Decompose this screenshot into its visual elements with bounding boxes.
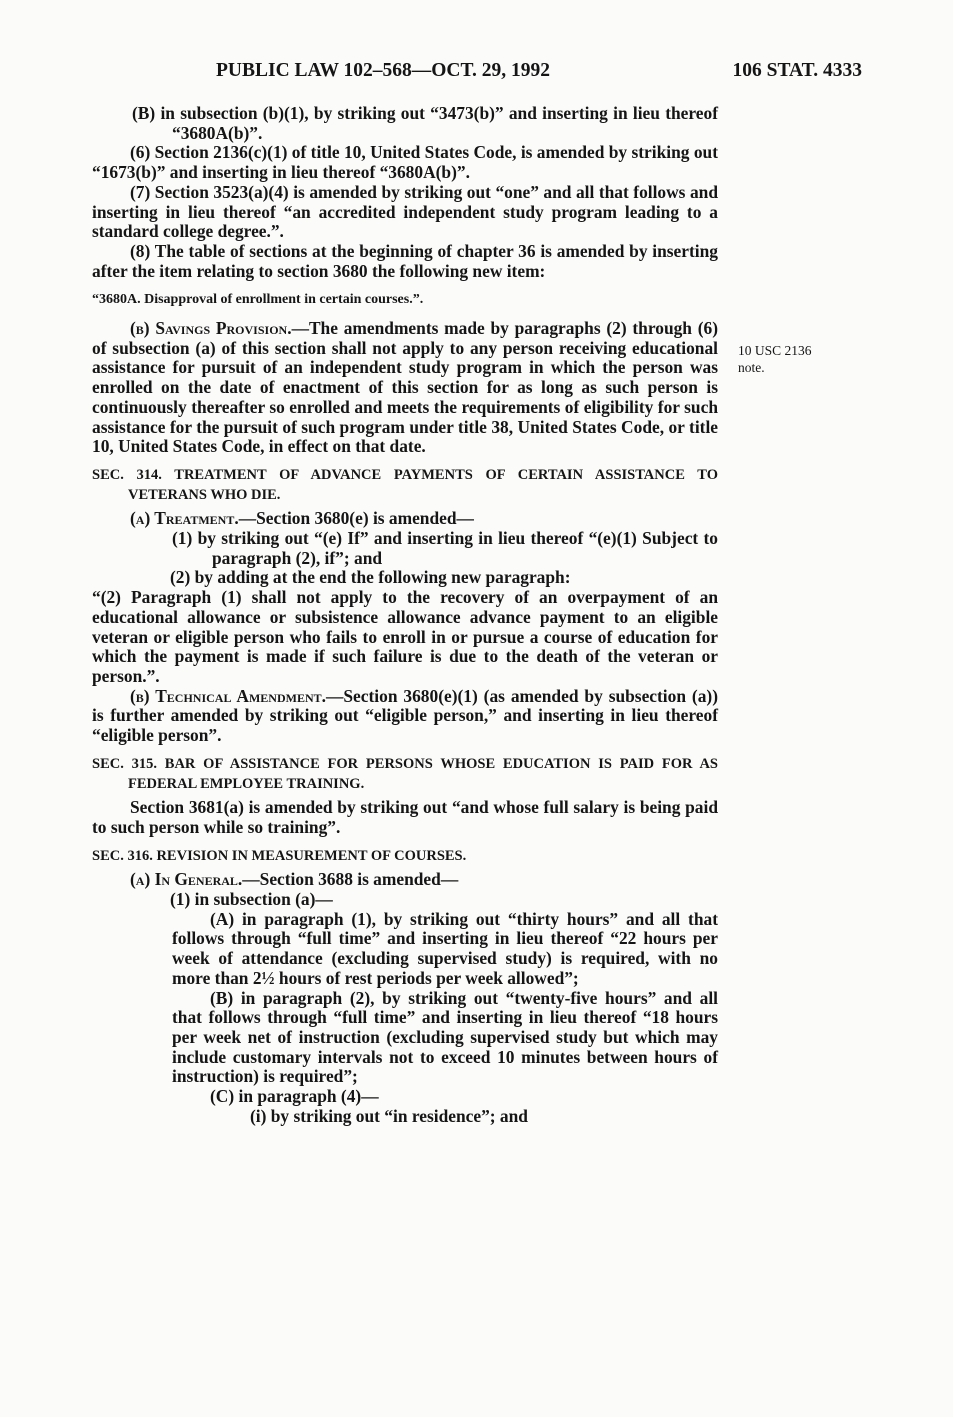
margin-note-citation: 10 USC 2136 — [738, 343, 812, 358]
paragraph-8: (8) The table of sections at the beginning of chapter 36 is amended by inserting after the item relating to section 3680 the following new item: — [92, 240, 718, 281]
section-314-heading: SEC. 314. TREATMENT OF ADVANCE PAYMENTS OF CERTAIN ASSISTANCE TO VETERANS WHO DIE. — [92, 466, 718, 503]
section-316-A: (A) in paragraph (1), by striking out “thirty hours” and all that follows through “full time” and inserting in lieu thereof “22 hours per week of attendance (excluding supervised study) is required, with no more than 2½ hours of rest periods per week allowed”; — [172, 908, 718, 988]
header-stat-page: 106 STAT. 4333 — [732, 60, 862, 81]
paragraph-6: (6) Section 2136(c)(1) of title 10, United States Code, is amended by striking out “1673(b)” and inserting in lieu thereof “3680A(b)”. — [92, 142, 718, 183]
section-316-a-label: (a) In General. — [130, 869, 243, 890]
margin-note — [738, 342, 848, 376]
header-title: PUBLIC LAW 102–568—OCT. 29, 1992 — [216, 60, 551, 81]
section-316-a-text: —Section 3688 is amended— — [242, 869, 459, 890]
savings-provision — [92, 319, 718, 457]
section-314-b-label: (b) Technical Amendment. — [130, 685, 326, 706]
section-314-a1: (1) by striking out “(e) If” and inserting in lieu thereof “(e)(1) Subject to paragraph (2), if”; and — [172, 528, 718, 568]
section-316-B: (B) in paragraph (2), by striking out “twenty-five hours” and all that follows through “full time” and inserting in lieu thereof “18 hours per week net of instruction (excluding supervised study but which may include customary intervals not to exceed 10 minutes between hours of instruction) is required”; — [172, 987, 718, 1087]
section-316-1: (1) in subsection (a)— — [170, 889, 333, 910]
section-314-a2: (2) by adding at the end the following new paragraph: — [170, 567, 571, 588]
section-316-C: (C) in paragraph (4)— — [210, 1086, 379, 1107]
margin-note-label: note. — [738, 360, 765, 375]
section-314-a-text: —Section 3680(e) is amended— — [238, 508, 474, 529]
section-315-text: Section 3681(a) is amended by striking out “and whose full salary is being paid to such person while so training”. — [92, 797, 718, 837]
section-314-b-text: —Section 3680(e)(1) (as amended by subsection (a)) is further amended by striking out “eligible person,” and inserting in lieu thereof “eligible person”. — [92, 685, 718, 746]
document-body — [92, 104, 718, 1126]
section-315-heading: SEC. 315. BAR OF ASSISTANCE FOR PERSONS WHOSE EDUCATION IS PAID FOR AS FEDERAL EMPLOYEE TRAINING. — [92, 755, 718, 792]
savings-provision-text: —The amendments made by paragraphs (2) through (6) of subsection (a) of this section shall not apply to any person receiving educational assistance for pursuit of an independent study program in which the person was enrolled on the date of enactment of this section for as long as such person is continuously thereafter so enrolled and meets the requirements of eligibility for such assistance for the pursuit of such program under title 38, United States Code, or title 10, United States Code, in effect on that date. — [92, 318, 719, 457]
paragraph-b-subsection: (B) in subsection (b)(1), by striking out “3473(b)” and inserting in lieu thereof “3680A(b)”. — [132, 103, 718, 143]
section-314-b — [92, 687, 718, 746]
section-314-quote: “(2) Paragraph (1) shall not apply to the recovery of an overpayment of an educational allowance or subsistence allowance advance payment to an eligible veteran or eligible person who fails to enroll in or pursue a course of education for which the payment is made if such failure is due to the death of the veteran or person.”. — [92, 587, 718, 686]
table-of-sections-item: “3680A. Disapproval of enrollment in certain courses.”. — [92, 292, 424, 308]
section-316-a — [92, 870, 718, 890]
paragraph-7: (7) Section 3523(a)(4) is amended by striking out “one” and all that follows and inserting in lieu thereof “an accredited independent study program leading to a standard college degree.”. — [92, 181, 718, 242]
section-314-a — [92, 509, 718, 529]
section-316-heading: SEC. 316. REVISION IN MEASUREMENT OF COURSES. — [92, 847, 467, 864]
section-314-a-label: (a) Treatment. — [130, 508, 239, 529]
section-316-i: (i) by striking out “in residence”; and — [250, 1105, 528, 1126]
savings-provision-label: (b) Savings Provision. — [130, 318, 292, 339]
